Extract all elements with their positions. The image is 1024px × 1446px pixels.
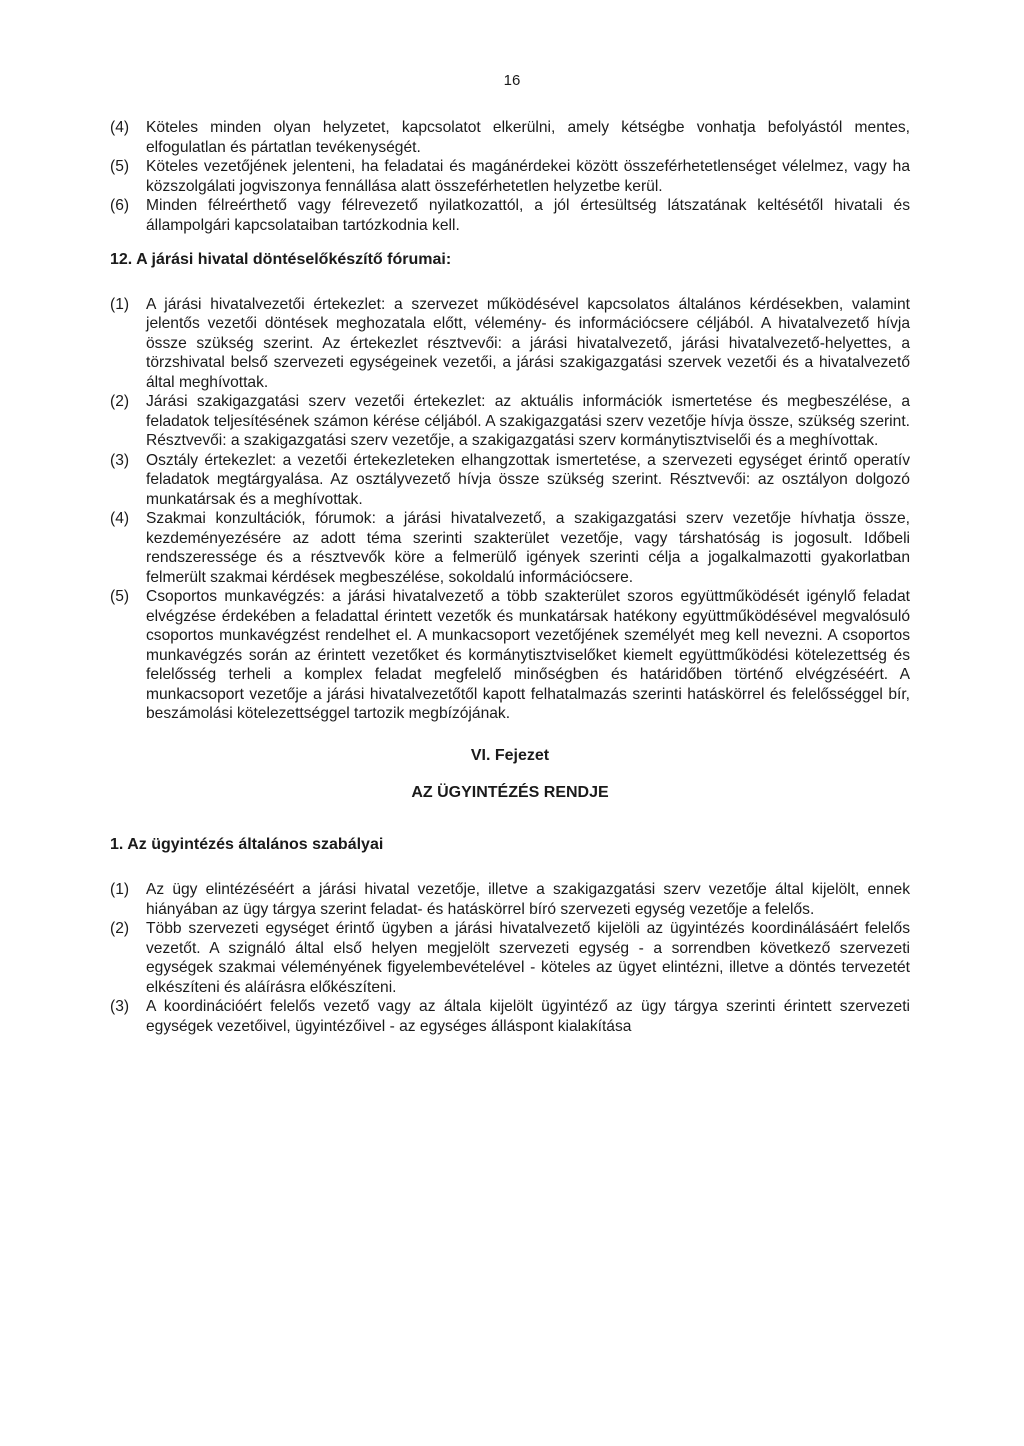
chapter-label: VI. Fejezet bbox=[470, 746, 550, 764]
list-item bbox=[110, 880, 910, 919]
item-number: (4) bbox=[110, 119, 130, 136]
item-number: (3) bbox=[110, 998, 130, 1015]
list-item bbox=[110, 295, 910, 393]
item-number: (5) bbox=[110, 158, 130, 175]
item-number: (2) bbox=[110, 393, 130, 410]
list-item bbox=[110, 919, 910, 997]
item-number: (1) bbox=[110, 295, 130, 313]
list-item bbox=[110, 997, 910, 1036]
item-text: Köteles vezetőjének jelenteni, ha feladatai és magánérdekei között összeférhetetlenséget vélelmez, vagy ha közszolgálati jogviszonya fennállása alatt összeférhetetlen helyzetbe kerül. bbox=[146, 158, 910, 195]
item-text: Szakmai konzultációk, fórumok: a járási hivatalvezető, a szakigazgatási szerv vezetője hívhatja össze, kezdeményezésére az adott téma szerinti szakterület vezetője, vagy társhatóság is jogosult. Időbeli rendszeressége és a résztvevők köre a felmerülő igények szerinti célja a jogalkalmazotti gyakorlatban felmerült szakmai kérdések megbeszélése, sokoldalú információcsere. bbox=[146, 510, 910, 586]
list-item bbox=[110, 157, 910, 196]
item-text: Járási szakigazgatási szerv vezetői értekezlet: az aktuális információk ismertetése és megbeszélése, a feladatok teljesítésének számon kérése céljából. A szakigazgatási szerv vezetője hívja össze, szükség szerint. Résztvevői: a szakigazgatási szerv vezetője, a szakigazgatási szerv kormánytisztviselői és a meghívottak. bbox=[146, 393, 910, 449]
list-item bbox=[110, 392, 910, 451]
item-text: Minden félreérthető vagy félrevezető nyilatkozattól, a jól értesültség látszatának keltésétől hivatali és állampolgári kapcsolataiban tartózkodnia kell. bbox=[146, 197, 910, 234]
item-number: (3) bbox=[110, 451, 130, 469]
item-number: (6) bbox=[110, 197, 130, 214]
list-item bbox=[110, 118, 910, 157]
chapter-title: AZ ÜGYINTÉZÉS RENDJE bbox=[411, 784, 609, 801]
item-text: Az ügy elintézéséért a járási hivatal vezetője, illetve a szakigazgatási szerv vezetője által kijelölt, ennek hiányában az ügy tárgya szerint feladat- és hatáskörrel bíró szervezeti egység vezetője a felelős. bbox=[146, 881, 910, 918]
item-number: (2) bbox=[110, 920, 130, 937]
list-item bbox=[110, 451, 910, 510]
page-number: 16 bbox=[503, 72, 521, 89]
item-text: Több szervezeti egységet érintő ügyben a járási hivatalvezető kijelöli az ügyintézés koordinálásáért felelős vezetőt. A szignáló által első helyen megjelölt szervezeti egység - a sorrendben következő szervezeti egységek szakmai véleményének figyelembevételével - köteles az ügyet elintézni, illetve a döntés tervezetét elkészíteni és aláírásra előkészíteni. bbox=[146, 920, 910, 996]
item-text: A járási hivatalvezetői értekezlet: a szervezet működésével kapcsolatos általános kérdésekben, valamint jelentős vezetői döntések meghozatala előtt, vélemény- és információcsere céljából. A hivatalvezető hívja össze szükség szerint. Az értekezlet résztvevői: a járási hivatalvezető, járási hivatalvezető-helyettes, a törzshivatal belső szervezeti egységeinek vezetői, a járási szakigazgatási szervek vezetői és a hivatalvezető által meghívottak. bbox=[146, 295, 910, 391]
list-item bbox=[110, 196, 910, 235]
section-heading: 12. A járási hivatal döntéselőkészítő fórumai: bbox=[110, 251, 452, 268]
item-text: Köteles minden olyan helyzetet, kapcsolatot elkerülni, amely kétségbe vonhatja befolyástól mentes, elfogulatlan és pártatlan tevékenységét. bbox=[146, 119, 910, 156]
list-item bbox=[110, 587, 910, 724]
document-body bbox=[110, 118, 910, 1036]
item-number: (4) bbox=[110, 510, 130, 527]
item-text: A koordinációért felelős vezető vagy az általa kijelölt ügyintéző az ügy tárgya szerinti érintett szervezeti egységek vezetőivel, ügyintézőivel - az egységes álláspont kialakítása bbox=[146, 998, 910, 1035]
item-text: Osztály értekezlet: a vezetői értekezleteken elhangzottak ismertetése, a szervezeti egységet érintő operatív feladatok megtárgyalása. Az osztályvezető hívja össze szükség szerint. Résztvevői: az osztályon dolgozó munkatársak és a meghívottak. bbox=[146, 451, 910, 508]
section-heading: 1. Az ügyintézés általános szabályai bbox=[110, 835, 384, 853]
item-number: (5) bbox=[110, 588, 130, 605]
item-text: Csoportos munkavégzés: a járási hivatalvezető a több szakterület szoros együttműködését igénylő feladat elvégzése érdekében a feladattal érintett vezetők és munkatársak hatékony együttműködésével megvalósuló csoportos munkavégzést rendelhet el. A munkacsoport vezetőjének személyét meg kell nevezni. A csoportos munkavégzés során az érintett vezetőket és kormánytisztviselőket kiemelt együttműködési kötelezettség és felelősség terheli a komplex feladat megfelelő minőségben és határidőben történő elvégzéséért. A munkacsoport vezetője a járási hivatalvezetőtől kapott felhatalmazás szerinti hatáskörrel és felelősséggel bír, beszámolási kötelezettséggel tartozik megbízójának. bbox=[146, 588, 910, 722]
list-item bbox=[110, 509, 910, 587]
item-number: (1) bbox=[110, 881, 130, 898]
